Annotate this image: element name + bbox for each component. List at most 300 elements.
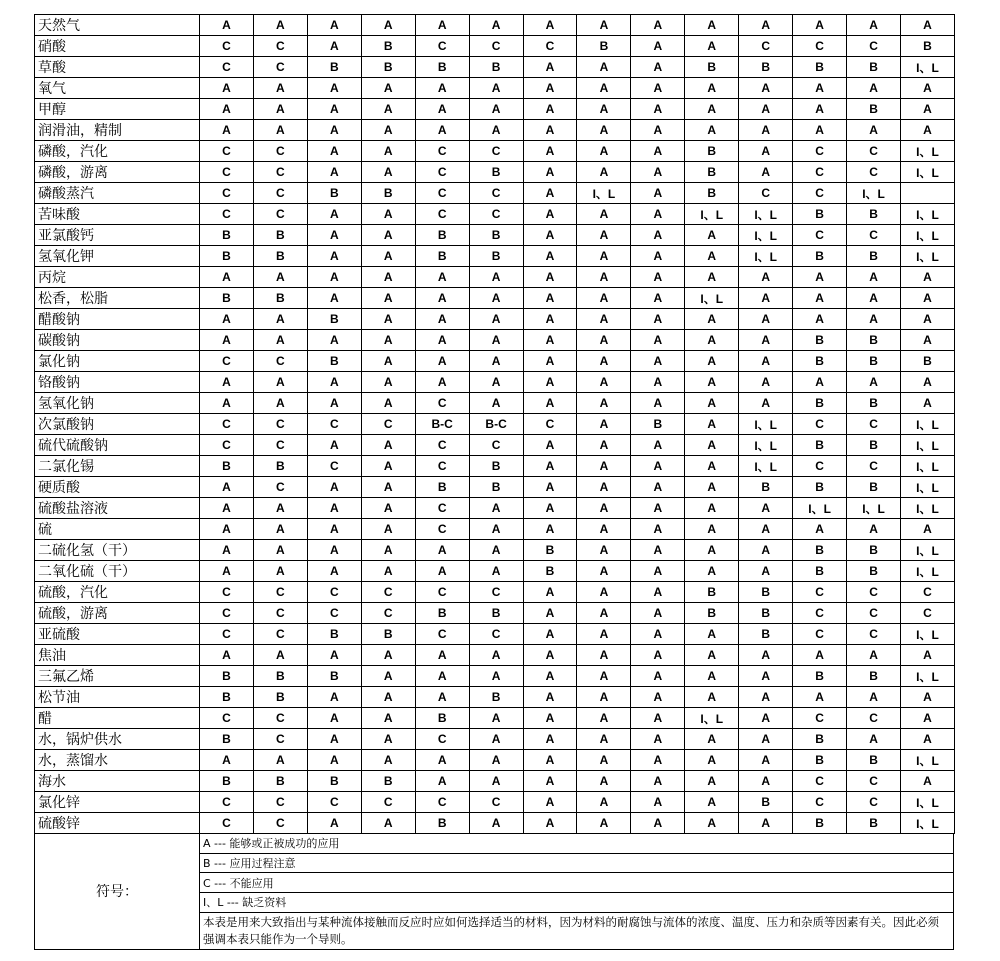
rating-cell: A bbox=[577, 393, 631, 414]
rating-cell: C bbox=[793, 141, 847, 162]
rating-cell: C bbox=[847, 225, 901, 246]
rating-cell: C bbox=[253, 183, 307, 204]
rating-cell: A bbox=[685, 351, 739, 372]
rating-cell: A bbox=[793, 120, 847, 141]
rating-cell: A bbox=[631, 624, 685, 645]
rating-cell: A bbox=[577, 267, 631, 288]
rating-cell: A bbox=[793, 645, 847, 666]
rating-cell: A bbox=[685, 330, 739, 351]
rating-cell: A bbox=[631, 729, 685, 750]
rating-cell: A bbox=[307, 645, 361, 666]
rating-cell: I、L bbox=[739, 414, 793, 435]
table-row bbox=[35, 15, 955, 36]
rating-cell: A bbox=[361, 435, 415, 456]
fluid-name: 氯化钠 bbox=[35, 351, 200, 372]
rating-cell: A bbox=[900, 99, 954, 120]
rating-cell: B bbox=[793, 477, 847, 498]
rating-cell: C bbox=[200, 36, 254, 57]
rating-cell: A bbox=[577, 15, 631, 36]
rating-cell: A bbox=[685, 519, 739, 540]
rating-cell: B bbox=[253, 288, 307, 309]
rating-cell: A bbox=[200, 267, 254, 288]
rating-cell: A bbox=[415, 309, 469, 330]
rating-cell: B bbox=[361, 183, 415, 204]
rating-cell: A bbox=[685, 36, 739, 57]
rating-cell: A bbox=[631, 330, 685, 351]
rating-cell: A bbox=[577, 225, 631, 246]
rating-cell: B bbox=[685, 582, 739, 603]
rating-cell: A bbox=[685, 666, 739, 687]
rating-cell: A bbox=[739, 708, 793, 729]
rating-cell: A bbox=[900, 729, 954, 750]
rating-cell: A bbox=[361, 204, 415, 225]
rating-cell: C bbox=[847, 708, 901, 729]
rating-cell: A bbox=[415, 561, 469, 582]
rating-cell: B bbox=[200, 288, 254, 309]
table-row bbox=[35, 36, 955, 57]
rating-cell: C bbox=[253, 414, 307, 435]
rating-cell: B bbox=[739, 477, 793, 498]
rating-cell: A bbox=[900, 708, 954, 729]
rating-cell: A bbox=[631, 393, 685, 414]
rating-cell: A bbox=[685, 225, 739, 246]
rating-cell: C bbox=[307, 456, 361, 477]
rating-cell: A bbox=[685, 99, 739, 120]
rating-cell: A bbox=[685, 414, 739, 435]
fluid-name: 硬质酸 bbox=[35, 477, 200, 498]
rating-cell: A bbox=[523, 288, 577, 309]
rating-cell: A bbox=[685, 246, 739, 267]
rating-cell: A bbox=[361, 78, 415, 99]
rating-cell: A bbox=[253, 561, 307, 582]
rating-cell: A bbox=[631, 687, 685, 708]
rating-cell: A bbox=[415, 15, 469, 36]
table-row bbox=[35, 141, 955, 162]
rating-cell: C bbox=[253, 708, 307, 729]
rating-cell: A bbox=[685, 498, 739, 519]
rating-cell: A bbox=[469, 561, 523, 582]
rating-cell: I、L bbox=[900, 162, 954, 183]
rating-cell: B bbox=[253, 456, 307, 477]
rating-cell: C bbox=[253, 792, 307, 813]
rating-cell: C bbox=[469, 435, 523, 456]
fluid-name: 水，锅炉供水 bbox=[35, 729, 200, 750]
rating-cell: A bbox=[900, 267, 954, 288]
rating-cell: A bbox=[361, 267, 415, 288]
rating-cell: C bbox=[793, 603, 847, 624]
rating-cell: A bbox=[253, 267, 307, 288]
rating-cell: A bbox=[307, 120, 361, 141]
rating-cell: A bbox=[307, 372, 361, 393]
rating-cell: C bbox=[847, 414, 901, 435]
rating-cell: A bbox=[847, 288, 901, 309]
rating-cell: A bbox=[793, 267, 847, 288]
rating-cell: A bbox=[469, 771, 523, 792]
rating-cell: I、L bbox=[900, 435, 954, 456]
rating-cell: A bbox=[739, 519, 793, 540]
rating-cell: A bbox=[577, 792, 631, 813]
rating-cell: A bbox=[415, 351, 469, 372]
rating-cell: A bbox=[415, 330, 469, 351]
rating-cell: A bbox=[307, 729, 361, 750]
rating-cell: C bbox=[253, 624, 307, 645]
rating-cell: A bbox=[577, 288, 631, 309]
rating-cell: B-C bbox=[415, 414, 469, 435]
rating-cell: I、L bbox=[900, 141, 954, 162]
rating-cell: B bbox=[415, 603, 469, 624]
rating-cell: A bbox=[847, 519, 901, 540]
rating-cell: A bbox=[577, 309, 631, 330]
fluid-name: 亚氯酸钙 bbox=[35, 225, 200, 246]
rating-cell: A bbox=[361, 498, 415, 519]
table-row bbox=[35, 267, 955, 288]
rating-cell: A bbox=[253, 750, 307, 771]
table-row bbox=[35, 288, 955, 309]
rating-cell: B bbox=[739, 624, 793, 645]
rating-cell: B bbox=[415, 57, 469, 78]
rating-cell: A bbox=[200, 519, 254, 540]
rating-cell: A bbox=[415, 750, 469, 771]
table-row bbox=[35, 78, 955, 99]
rating-cell: A bbox=[577, 351, 631, 372]
rating-cell: A bbox=[307, 477, 361, 498]
rating-cell: C bbox=[361, 603, 415, 624]
rating-cell: A bbox=[200, 99, 254, 120]
table-row bbox=[35, 477, 955, 498]
rating-cell: A bbox=[523, 813, 577, 834]
rating-cell: B bbox=[900, 36, 954, 57]
rating-cell: A bbox=[253, 519, 307, 540]
rating-cell: I、L bbox=[900, 792, 954, 813]
rating-cell: A bbox=[631, 645, 685, 666]
rating-cell: A bbox=[900, 771, 954, 792]
rating-cell: B bbox=[469, 246, 523, 267]
rating-cell: I、L bbox=[900, 561, 954, 582]
legend-entry-c: C --- 不能应用 bbox=[200, 873, 954, 893]
rating-cell: A bbox=[847, 78, 901, 99]
fluid-name: 草酸 bbox=[35, 57, 200, 78]
rating-cell: A bbox=[685, 540, 739, 561]
rating-cell: C bbox=[200, 813, 254, 834]
rating-cell: A bbox=[307, 288, 361, 309]
rating-cell: A bbox=[685, 729, 739, 750]
rating-cell: A bbox=[631, 666, 685, 687]
rating-cell: C bbox=[415, 204, 469, 225]
rating-cell: A bbox=[685, 792, 739, 813]
fluid-name: 硫酸，汽化 bbox=[35, 582, 200, 603]
rating-cell: A bbox=[685, 456, 739, 477]
rating-cell: C bbox=[415, 624, 469, 645]
rating-cell: A bbox=[200, 15, 254, 36]
rating-cell: A bbox=[631, 561, 685, 582]
rating-cell: A bbox=[577, 78, 631, 99]
rating-cell: A bbox=[631, 204, 685, 225]
rating-cell: C bbox=[469, 582, 523, 603]
rating-cell: A bbox=[793, 15, 847, 36]
rating-cell: C bbox=[793, 225, 847, 246]
rating-cell: A bbox=[847, 687, 901, 708]
rating-cell: A bbox=[577, 708, 631, 729]
rating-cell: A bbox=[631, 15, 685, 36]
rating-cell: A bbox=[685, 645, 739, 666]
rating-cell: A bbox=[307, 435, 361, 456]
rating-cell: C bbox=[847, 456, 901, 477]
rating-cell: A bbox=[523, 15, 577, 36]
compatibility-chart bbox=[34, 14, 954, 950]
fluid-name: 硫酸锌 bbox=[35, 813, 200, 834]
rating-cell: A bbox=[631, 36, 685, 57]
rating-cell: I、L bbox=[900, 57, 954, 78]
rating-cell: B bbox=[415, 246, 469, 267]
rating-cell: A bbox=[577, 477, 631, 498]
rating-cell: A bbox=[469, 813, 523, 834]
rating-cell: C bbox=[469, 183, 523, 204]
fluid-name: 润滑油，精制 bbox=[35, 120, 200, 141]
rating-cell: C bbox=[307, 603, 361, 624]
rating-cell: A bbox=[739, 729, 793, 750]
table-row bbox=[35, 498, 955, 519]
rating-cell: B bbox=[361, 624, 415, 645]
rating-cell: A bbox=[739, 498, 793, 519]
rating-cell: C bbox=[253, 435, 307, 456]
fluid-name: 松节油 bbox=[35, 687, 200, 708]
rating-cell: A bbox=[685, 624, 739, 645]
rating-cell: C bbox=[361, 792, 415, 813]
rating-cell: A bbox=[631, 57, 685, 78]
rating-cell: A bbox=[307, 246, 361, 267]
table-row bbox=[35, 519, 955, 540]
rating-cell: A bbox=[631, 582, 685, 603]
rating-cell: A bbox=[307, 141, 361, 162]
rating-cell: B bbox=[793, 351, 847, 372]
rating-cell: A bbox=[739, 351, 793, 372]
rating-cell: A bbox=[739, 309, 793, 330]
rating-cell: B bbox=[793, 750, 847, 771]
table-row bbox=[35, 120, 955, 141]
rating-cell: A bbox=[631, 183, 685, 204]
rating-cell: A bbox=[577, 561, 631, 582]
rating-cell: A bbox=[847, 15, 901, 36]
rating-cell: A bbox=[739, 666, 793, 687]
rating-cell: B bbox=[685, 183, 739, 204]
table-row bbox=[35, 435, 955, 456]
rating-cell: A bbox=[631, 540, 685, 561]
rating-cell: B bbox=[793, 540, 847, 561]
rating-cell: A bbox=[307, 540, 361, 561]
rating-cell: C bbox=[253, 141, 307, 162]
rating-cell: A bbox=[469, 498, 523, 519]
rating-cell: A bbox=[523, 57, 577, 78]
rating-cell: B bbox=[793, 393, 847, 414]
rating-cell: A bbox=[253, 498, 307, 519]
table-row bbox=[35, 813, 955, 834]
rating-cell: B bbox=[685, 162, 739, 183]
rating-cell: B bbox=[469, 477, 523, 498]
rating-cell: A bbox=[685, 120, 739, 141]
rating-cell: A bbox=[361, 162, 415, 183]
rating-cell: A bbox=[523, 162, 577, 183]
table-row bbox=[35, 393, 955, 414]
rating-cell: A bbox=[307, 15, 361, 36]
rating-cell: A bbox=[361, 99, 415, 120]
fluid-name: 磷酸，汽化 bbox=[35, 141, 200, 162]
rating-cell: A bbox=[577, 330, 631, 351]
rating-cell: A bbox=[900, 393, 954, 414]
rating-cell: B bbox=[739, 57, 793, 78]
rating-cell: A bbox=[631, 603, 685, 624]
fluid-name: 次氯酸钠 bbox=[35, 414, 200, 435]
table-row bbox=[35, 771, 955, 792]
rating-cell: A bbox=[361, 246, 415, 267]
rating-cell: B bbox=[307, 666, 361, 687]
rating-cell: B bbox=[253, 225, 307, 246]
rating-cell: A bbox=[577, 414, 631, 435]
rating-cell: B bbox=[685, 57, 739, 78]
rating-cell: A bbox=[469, 267, 523, 288]
rating-cell: A bbox=[469, 645, 523, 666]
rating-cell: A bbox=[577, 519, 631, 540]
rating-cell: C bbox=[200, 414, 254, 435]
rating-cell: A bbox=[685, 813, 739, 834]
rating-cell: A bbox=[739, 750, 793, 771]
rating-cell: A bbox=[631, 519, 685, 540]
rating-cell: A bbox=[900, 330, 954, 351]
rating-cell: C bbox=[200, 351, 254, 372]
table-row bbox=[35, 645, 955, 666]
rating-cell: A bbox=[739, 99, 793, 120]
rating-cell: A bbox=[631, 99, 685, 120]
rating-cell: B bbox=[469, 687, 523, 708]
rating-cell: C bbox=[361, 414, 415, 435]
rating-cell: A bbox=[200, 750, 254, 771]
fluid-name: 苦味酸 bbox=[35, 204, 200, 225]
rating-cell: A bbox=[685, 372, 739, 393]
rating-cell: A bbox=[200, 309, 254, 330]
rating-cell: B bbox=[739, 582, 793, 603]
rating-cell: A bbox=[469, 120, 523, 141]
rating-cell: C bbox=[415, 498, 469, 519]
rating-cell: A bbox=[631, 372, 685, 393]
rating-cell: C bbox=[200, 624, 254, 645]
rating-cell: A bbox=[523, 582, 577, 603]
fluid-name: 硫 bbox=[35, 519, 200, 540]
rating-cell: B bbox=[523, 540, 577, 561]
table-row bbox=[35, 162, 955, 183]
rating-cell: A bbox=[253, 15, 307, 36]
legend-label: 符号： bbox=[35, 834, 200, 950]
rating-cell: A bbox=[631, 288, 685, 309]
rating-cell: B bbox=[685, 603, 739, 624]
fluid-name: 焦油 bbox=[35, 645, 200, 666]
rating-cell: A bbox=[685, 435, 739, 456]
rating-cell: A bbox=[577, 99, 631, 120]
rating-cell: C bbox=[469, 204, 523, 225]
rating-cell: C bbox=[361, 582, 415, 603]
rating-cell: A bbox=[577, 666, 631, 687]
rating-cell: A bbox=[631, 225, 685, 246]
rating-cell: A bbox=[253, 120, 307, 141]
rating-cell: A bbox=[523, 246, 577, 267]
rating-cell: A bbox=[631, 771, 685, 792]
rating-cell: A bbox=[361, 729, 415, 750]
rating-cell: A bbox=[739, 540, 793, 561]
rating-cell: C bbox=[793, 792, 847, 813]
rating-cell: C bbox=[469, 624, 523, 645]
table-row bbox=[35, 414, 955, 435]
rating-cell: A bbox=[739, 162, 793, 183]
rating-cell: C bbox=[200, 162, 254, 183]
rating-cell: A bbox=[469, 309, 523, 330]
rating-cell: A bbox=[523, 666, 577, 687]
rating-cell: C bbox=[739, 183, 793, 204]
rating-cell: A bbox=[361, 519, 415, 540]
rating-cell: B bbox=[253, 666, 307, 687]
rating-cell: A bbox=[523, 456, 577, 477]
rating-cell: B bbox=[361, 57, 415, 78]
rating-cell: B bbox=[847, 330, 901, 351]
rating-cell: A bbox=[469, 372, 523, 393]
rating-cell: A bbox=[361, 456, 415, 477]
rating-cell: A bbox=[793, 78, 847, 99]
rating-cell: C bbox=[253, 351, 307, 372]
rating-cell: B bbox=[253, 687, 307, 708]
rating-cell: B bbox=[253, 246, 307, 267]
rating-cell: C bbox=[847, 582, 901, 603]
rating-cell: A bbox=[307, 708, 361, 729]
rating-cell: C bbox=[847, 36, 901, 57]
fluid-name: 硫酸盐溶液 bbox=[35, 498, 200, 519]
rating-cell: A bbox=[523, 393, 577, 414]
rating-cell: A bbox=[631, 813, 685, 834]
rating-cell: C bbox=[253, 729, 307, 750]
rating-cell: B bbox=[685, 141, 739, 162]
fluid-name: 铬酸钠 bbox=[35, 372, 200, 393]
rating-cell: A bbox=[631, 498, 685, 519]
rating-cell: A bbox=[415, 687, 469, 708]
rating-cell: A bbox=[577, 813, 631, 834]
rating-cell: B bbox=[793, 435, 847, 456]
rating-cell: A bbox=[307, 750, 361, 771]
rating-cell: A bbox=[685, 309, 739, 330]
rating-cell: B bbox=[847, 435, 901, 456]
rating-cell: I、L bbox=[900, 624, 954, 645]
rating-cell: A bbox=[253, 78, 307, 99]
rating-cell: B bbox=[793, 330, 847, 351]
rating-cell: A bbox=[469, 540, 523, 561]
rating-cell: A bbox=[307, 813, 361, 834]
table-row bbox=[35, 204, 955, 225]
rating-cell: A bbox=[200, 645, 254, 666]
rating-cell: C bbox=[793, 36, 847, 57]
rating-cell: A bbox=[685, 750, 739, 771]
rating-cell: A bbox=[523, 477, 577, 498]
rating-cell: I、L bbox=[793, 498, 847, 519]
table-row bbox=[35, 57, 955, 78]
rating-cell: A bbox=[523, 792, 577, 813]
rating-cell: C bbox=[793, 162, 847, 183]
rating-cell: A bbox=[361, 141, 415, 162]
table-body bbox=[35, 15, 955, 834]
rating-cell: B bbox=[307, 309, 361, 330]
rating-cell: B bbox=[200, 666, 254, 687]
rating-cell: A bbox=[523, 204, 577, 225]
rating-cell: A bbox=[415, 771, 469, 792]
rating-cell: A bbox=[847, 267, 901, 288]
rating-cell: C bbox=[415, 36, 469, 57]
rating-cell: A bbox=[307, 204, 361, 225]
rating-cell: A bbox=[469, 351, 523, 372]
rating-cell: C bbox=[200, 582, 254, 603]
